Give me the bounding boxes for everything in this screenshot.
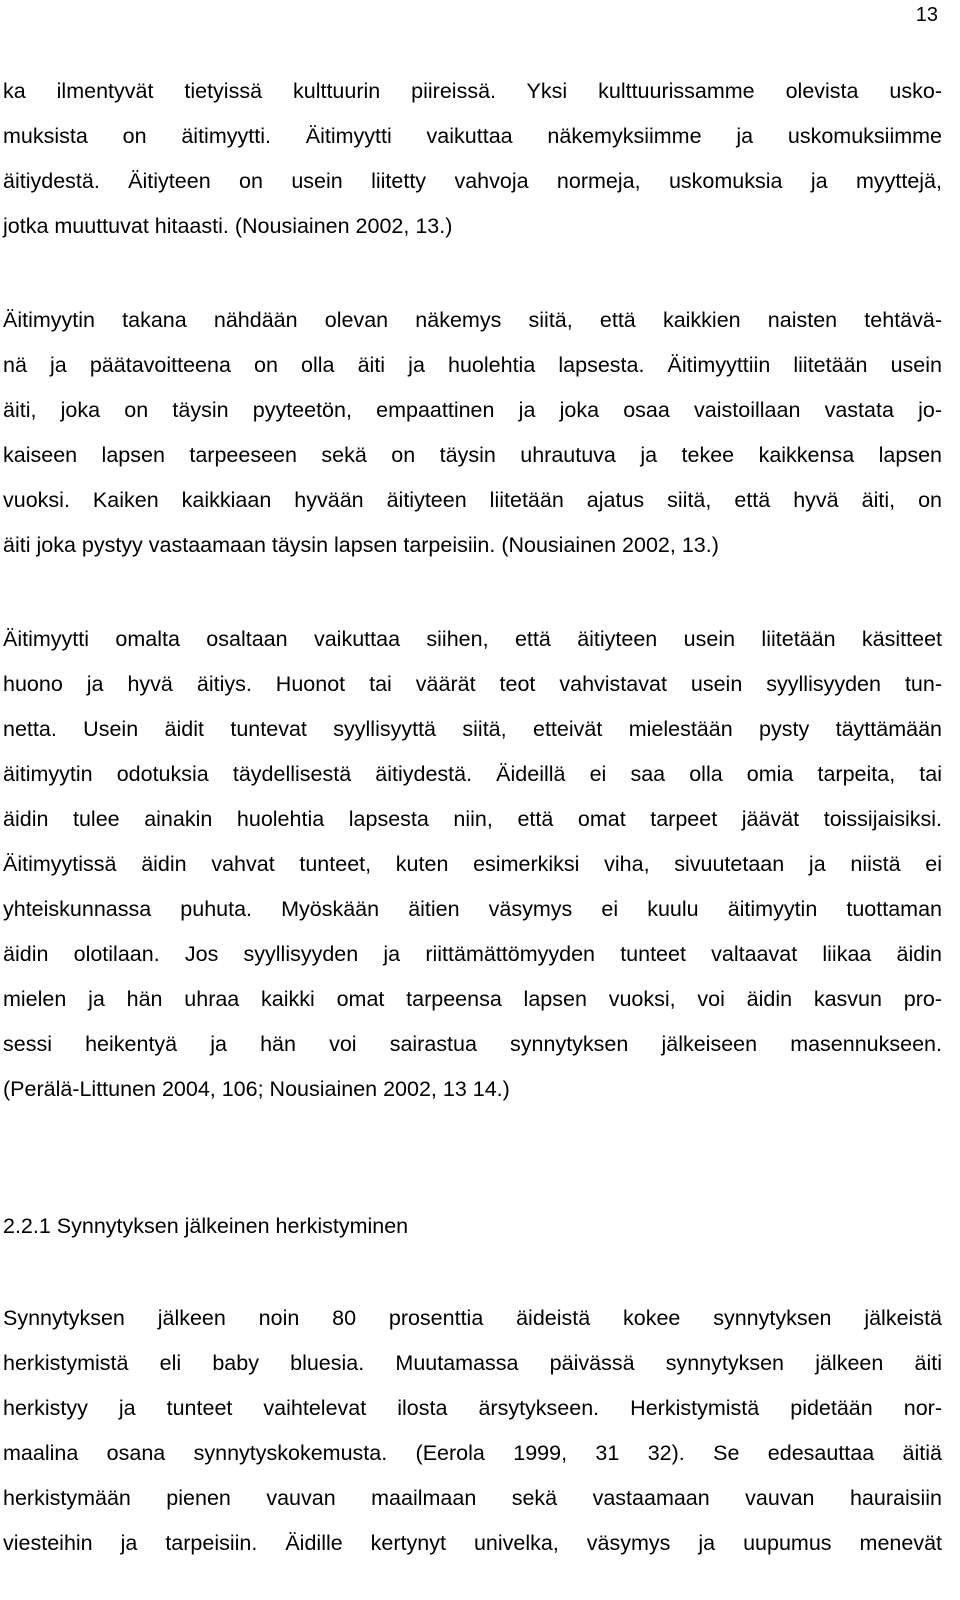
paragraph-4 — [3, 1296, 942, 1566]
section-heading: 2.2.1 Synnytyksen jälkeinen herkistyminen — [3, 1214, 409, 1238]
text-line: herkistyy ja tunteet vaihtelevat ilosta ärsytykseen. Herkistymistä pidetään nor- — [3, 1396, 942, 1420]
paragraph-spacer — [3, 568, 942, 617]
text-line: kaiseen lapsen tarpeeseen sekä on täysin uhrautuva ja tekee kaikkensa lapsen — [3, 443, 942, 467]
text-line: nä ja päätavoitteena on olla äiti ja huolehtia lapsesta. Äitimyyttiin liitetään usein — [3, 353, 942, 377]
text-line: maalina osana synnytyskokemusta. (Eerola 1999, 31 32). Se edesauttaa äitiä — [3, 1441, 942, 1465]
text-line: Äitimyytti omalta osaltaan vaikuttaa siihen, että äitiyteen usein liitetään käsitteet — [3, 627, 942, 651]
text-line: äidin tulee ainakin huolehtia lapsesta niin, että omat tarpeet jäävät toissijaisiksi. — [3, 807, 942, 831]
paragraph-2 — [3, 298, 942, 568]
text-line: muksista on äitimyytti. Äitimyytti vaikuttaa näkemyksiimme ja uskomuksiimme — [3, 124, 942, 148]
text-line: äiti joka pystyy vastaamaan täysin lapsen tarpeisiin. (Nousiainen 2002, 13.) — [3, 533, 719, 557]
section-spacer — [3, 1112, 942, 1204]
text-line: sessi heikentyä ja hän voi sairastua synnytyksen jälkeiseen masennukseen. — [3, 1032, 942, 1056]
text-line: Synnytyksen jälkeen noin 80 prosenttia äideistä kokee synnytyksen jälkeistä — [3, 1306, 942, 1330]
paragraph-spacer — [3, 249, 942, 298]
text-line: huono ja hyvä äitiys. Huonot tai väärät teot vahvistavat usein syyllisyyden tun- — [3, 672, 942, 696]
text-line: äidin olotilaan. Jos syyllisyyden ja riittämättömyyden tunteet valtaavat liikaa äidin — [3, 942, 942, 966]
text-line: herkistymistä eli baby bluesia. Muutamassa päivässä synnytyksen jälkeen äiti — [3, 1351, 942, 1375]
text-line: vuoksi. Kaiken kaikkiaan hyvään äitiyteen liitetään ajatus siitä, että hyvä äiti, on — [3, 488, 942, 512]
text-line: herkistymään pienen vauvan maailmaan sekä vastaamaan vauvan hauraisiin — [3, 1486, 942, 1510]
paragraph-1 — [3, 69, 942, 249]
text-line: (Perälä-Littunen 2004, 106; Nousiainen 2002, 13 14.) — [3, 1077, 510, 1101]
text-line: yhteiskunnassa puhuta. Myöskään äitien väsymys ei kuulu äitimyytin tuottaman — [3, 897, 942, 921]
paragraph-3 — [3, 617, 942, 1112]
text-line: netta. Usein äidit tuntevat syyllisyyttä siitä, etteivät mielestään pysty täyttämään — [3, 717, 942, 741]
page-number: 13 — [915, 4, 938, 26]
text-line: mielen ja hän uhraa kaikki omat tarpeensa lapsen vuoksi, voi äidin kasvun pro- — [3, 987, 942, 1011]
text-line: Äitimyytin takana nähdään olevan näkemys siitä, että kaikkien naisten tehtävä- — [3, 308, 942, 332]
text-line: äitiydestä. Äitiyteen on usein liitetty vahvoja normeja, uskomuksia ja myyttejä, — [3, 169, 942, 193]
text-line: Äitimyytissä äidin vahvat tunteet, kuten esimerkiksi viha, sivuutetaan ja niistä ei — [3, 852, 942, 876]
text-line: jotka muuttuvat hitaasti. (Nousiainen 2002, 13.) — [3, 214, 453, 238]
text-line: äiti, joka on täysin pyyteetön, empaattinen ja joka osaa vaistoillaan vastata jo- — [3, 398, 942, 422]
section-spacer — [3, 1249, 942, 1296]
document-body — [3, 69, 942, 1566]
text-line: viesteihin ja tarpeisiin. Äidille kertynyt univelka, väsymys ja uupumus menevät — [3, 1531, 942, 1555]
text-line: äitimyytin odotuksia täydellisestä äitiydestä. Äideillä ei saa olla omia tarpeita, tai — [3, 762, 942, 786]
text-line: ka ilmentyvät tietyissä kulttuurin piireissä. Yksi kulttuurissamme olevista usko- — [3, 79, 942, 103]
